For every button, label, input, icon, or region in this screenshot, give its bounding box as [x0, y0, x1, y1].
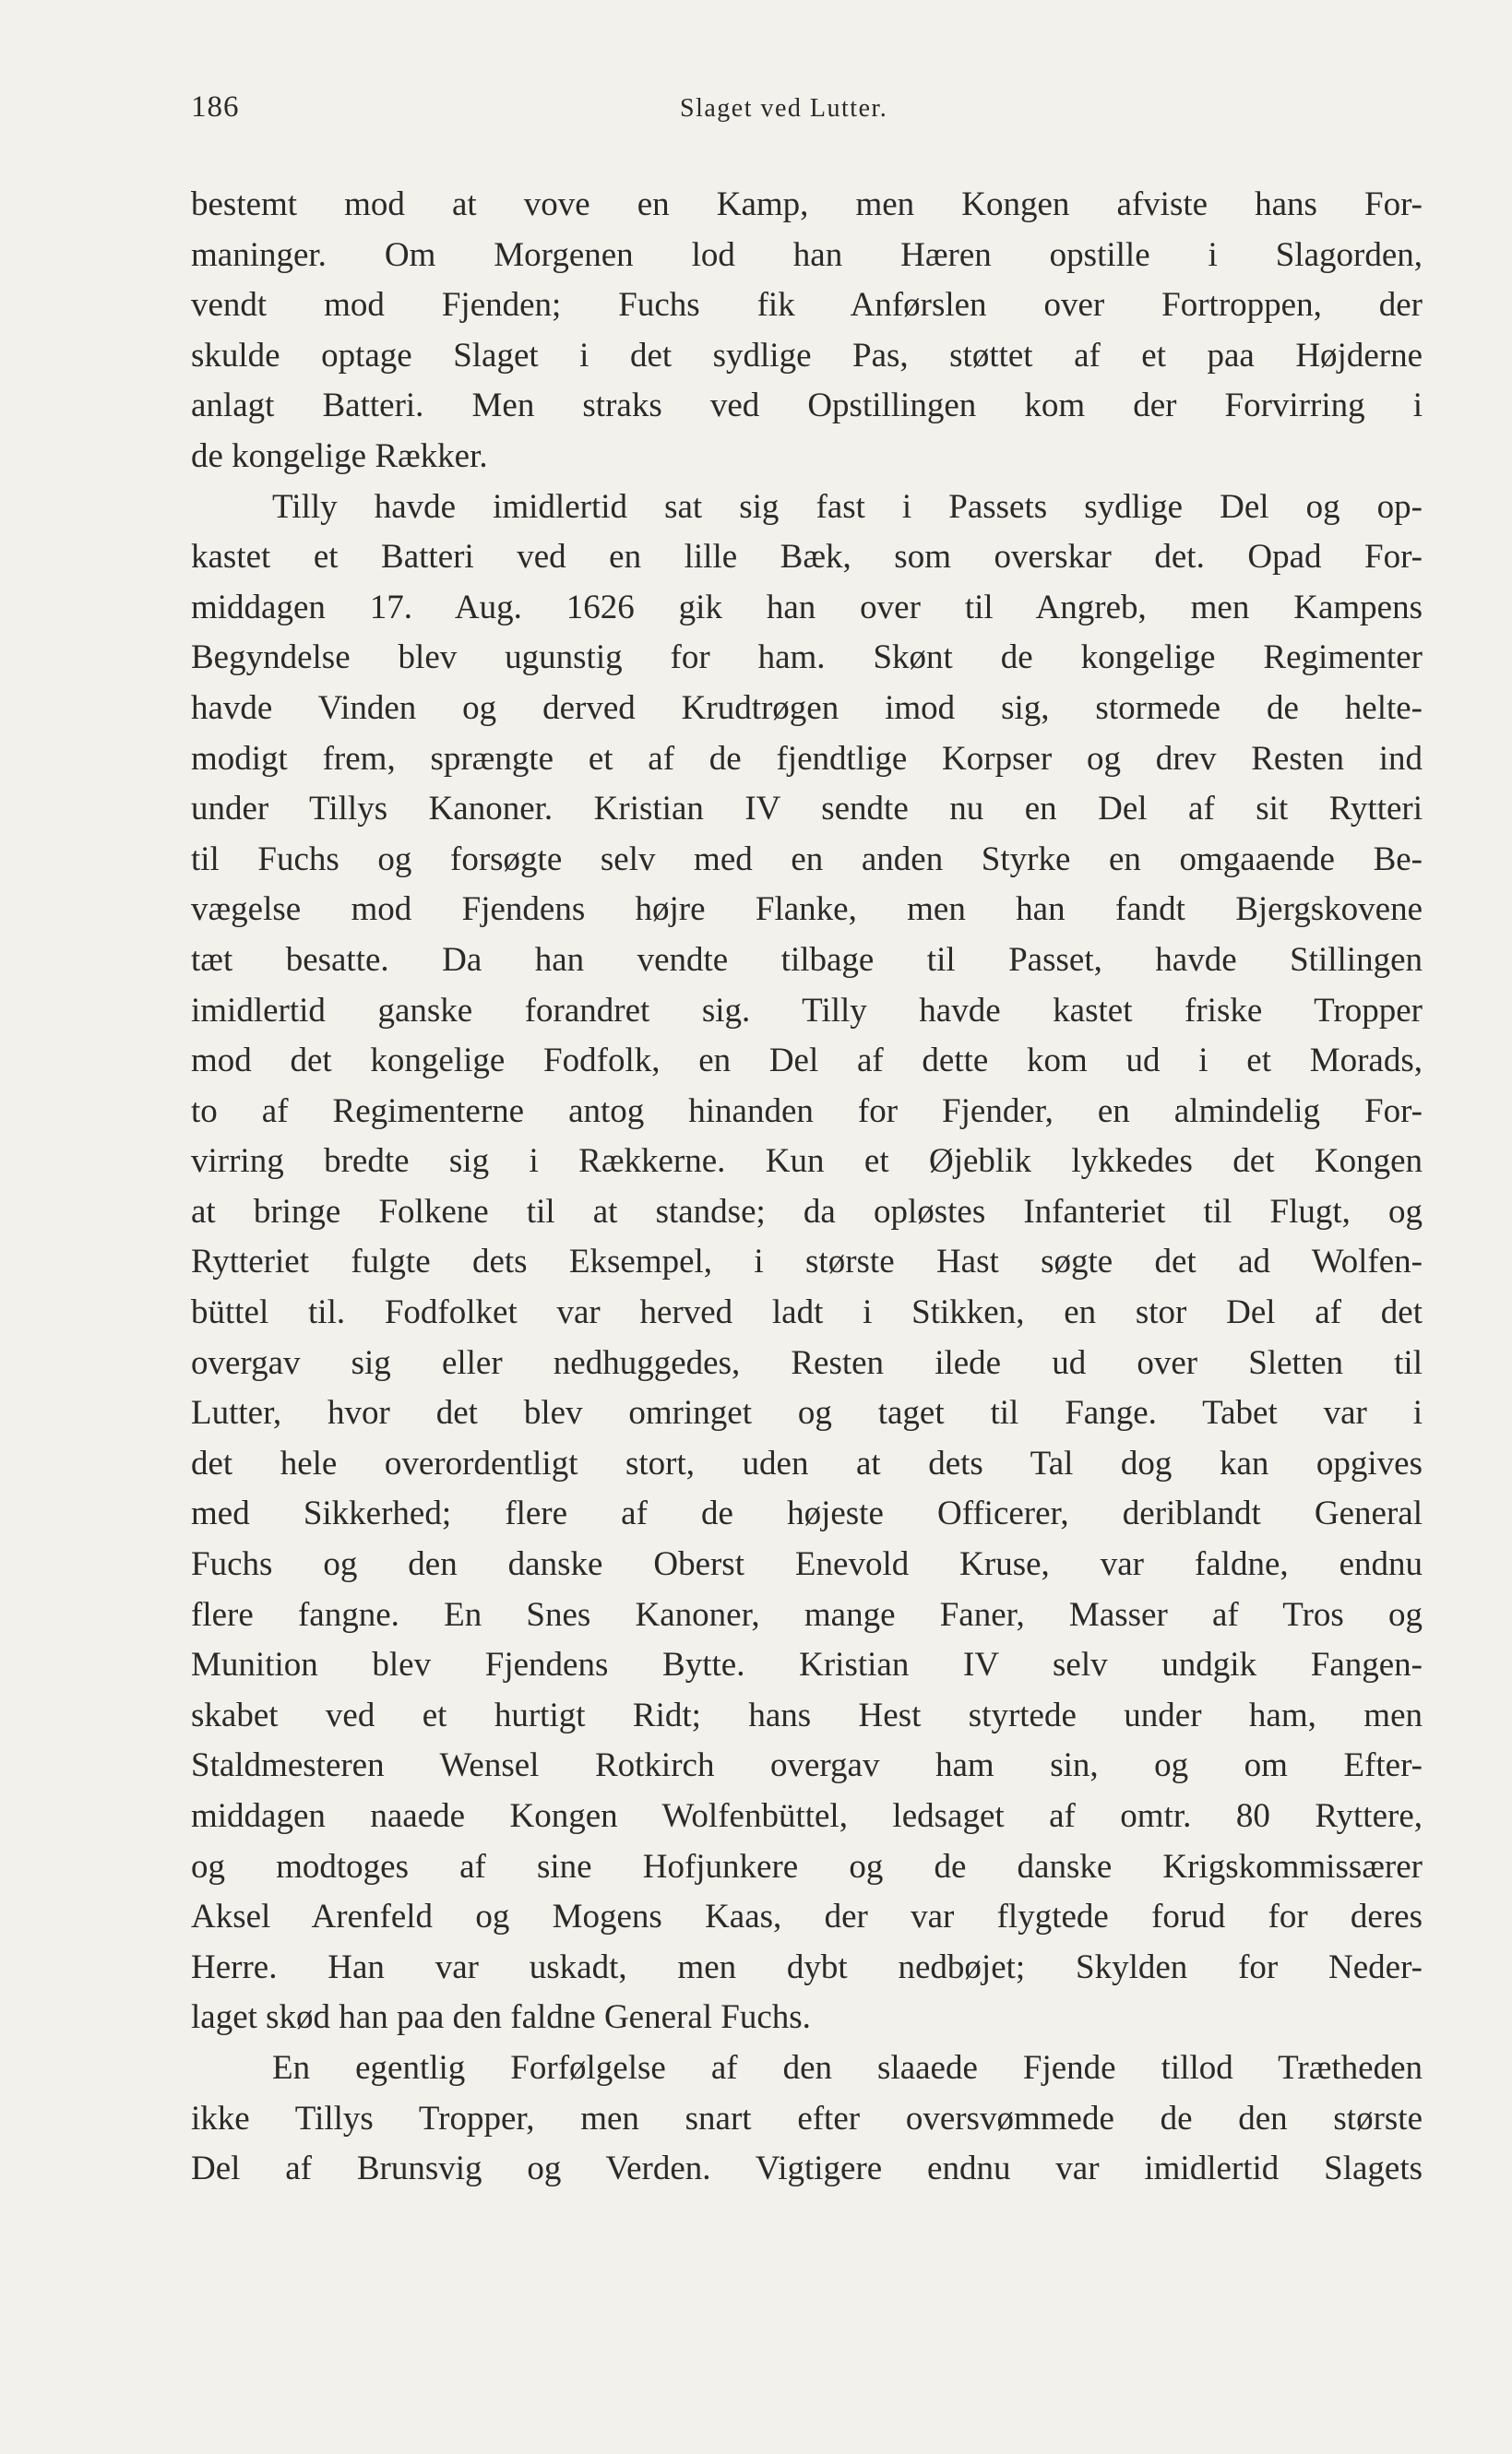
running-title: Slaget ved Lutter.: [680, 94, 888, 123]
text-line: middagen naaede Kongen Wolfenbüttel, ledsaget af omtr. 80 Ryttere,: [191, 1797, 1423, 1835]
text-line: modigt frem, sprængte et af de fjendtlige Korpser og drev Resten ind: [191, 739, 1423, 778]
text-line: Herre. Han var uskadt, men dybt nedbøjet; Skylden for Neder-: [191, 1948, 1423, 1986]
text-line: imidlertid ganske forandret sig. Tilly havde kastet friske Tropper: [191, 991, 1423, 1030]
text-line: at bringe Folkene til at standse; da opløstes Infanteriet til Flugt, og: [191, 1192, 1423, 1231]
page-number: 186: [191, 90, 240, 124]
text-line: havde Vinden og derved Krudtrøgen imod sig, stormede de helte-: [191, 688, 1423, 727]
text-line: laget skød han paa den faldne General Fuchs.: [191, 1998, 811, 2037]
text-line: skulde optage Slaget i det sydlige Pas, støttet af et paa Højderne: [191, 336, 1423, 375]
text-line: under Tillys Kanoner. Kristian IV sendte nu en Del af sit Rytteri: [191, 790, 1423, 828]
text-line: to af Regimenterne antog hinanden for Fjender, en almindelig For-: [191, 1091, 1423, 1130]
text-line: det hele overordentligt stort, uden at dets Tal dog kan opgives: [191, 1444, 1423, 1483]
text-line: med Sikkerhed; flere af de højeste Officerer, deriblandt General: [191, 1495, 1423, 1533]
body-text: [191, 180, 1423, 2195]
text-line: kastet et Batteri ved en lille Bæk, som overskar det. Opad For-: [191, 538, 1423, 577]
text-line: maninger. Om Morgenen lod han Hæren opstille i Slagorden,: [191, 235, 1423, 274]
text-line: overgav sig eller nedhuggedes, Resten ilede ud over Sletten til: [191, 1343, 1423, 1382]
text-line: bestemt mod at vove en Kamp, men Kongen afviste hans For-: [191, 185, 1423, 223]
text-line: virring bredte sig i Rækkerne. Kun et Øjeblik lykkedes det Kongen: [191, 1142, 1423, 1181]
text-line: Lutter, hvor det blev omringet og taget til Fange. Tabet var i: [191, 1394, 1423, 1433]
text-line: Del af Brunsvig og Verden. Vigtigere endnu var imidlertid Slagets: [191, 2150, 1423, 2188]
text-line: tæt besatte. Da han vendte tilbage til Passet, havde Stillingen: [191, 940, 1423, 979]
text-line: og modtoges af sine Hofjunkere og de danske Krigskommissærer: [191, 1847, 1423, 1886]
text-line: anlagt Batteri. Men straks ved Opstillingen kom der Forvirring i: [191, 387, 1423, 425]
text-line: Staldmesteren Wensel Rotkirch overgav ham sin, og om Efter-: [191, 1746, 1423, 1785]
text-line: Tilly havde imidlertid sat sig fast i Passets sydlige Del og op-: [272, 487, 1423, 526]
text-line: ikke Tillys Tropper, men snart efter oversvømmede de den største: [191, 2099, 1423, 2138]
text-line: Aksel Arenfeld og Mogens Kaas, der var flygtede forud for deres: [191, 1898, 1423, 1936]
text-line: mod det kongelige Fodfolk, en Del af dette kom ud i et Morads,: [191, 1042, 1423, 1080]
text-line: Munition blev Fjendens Bytte. Kristian IV selv undgik Fangen-: [191, 1646, 1423, 1685]
text-line: flere fangne. En Snes Kanoner, mange Faner, Masser af Tros og: [191, 1595, 1423, 1634]
text-line: vægelse mod Fjendens højre Flanke, men han fandt Bjergskovene: [191, 890, 1423, 929]
text-line: En egentlig Forfølgelse af den slaaede Fjende tillod Trætheden: [272, 2048, 1423, 2087]
text-line: Begyndelse blev ugunstig for ham. Skønt de kongelige Regimenter: [191, 638, 1423, 677]
text-line: Fuchs og den danske Oberst Enevold Kruse, var faldne, endnu: [191, 1545, 1423, 1584]
text-line: Rytteriet fulgte dets Eksempel, i største Hast søgte det ad Wolfen-: [191, 1243, 1423, 1281]
text-line: vendt mod Fjenden; Fuchs fik Anførslen over Fortroppen, der: [191, 286, 1423, 325]
page-header: [191, 90, 1423, 137]
text-line: büttel til. Fodfolket var herved ladt i Stikken, en stor Del af det: [191, 1293, 1423, 1332]
text-line: til Fuchs og forsøgte selv med en anden Styrke en omgaaende Be-: [191, 840, 1423, 878]
text-line: middagen 17. Aug. 1626 gik han over til Angreb, men Kampens: [191, 588, 1423, 626]
text-line: skabet ved et hurtigt Ridt; hans Hest styrtede under ham, men: [191, 1696, 1423, 1734]
text-line: de kongelige Rækker.: [191, 436, 488, 475]
